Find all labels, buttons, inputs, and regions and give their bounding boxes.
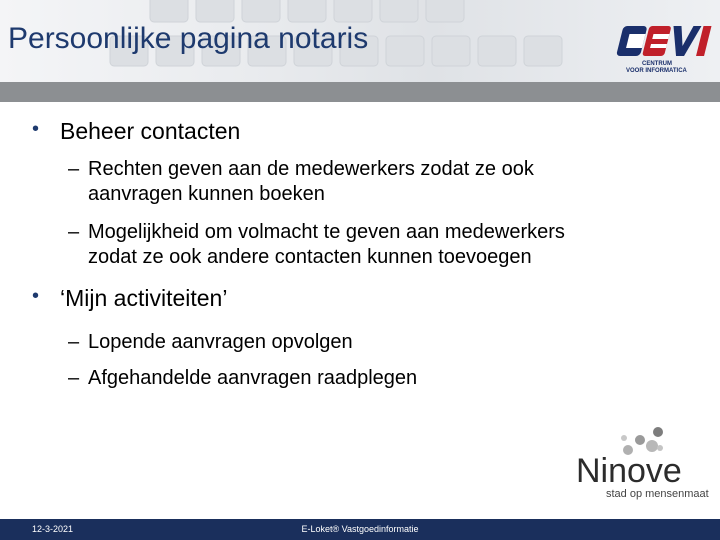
bullet-label: Beheer contacten	[60, 118, 241, 144]
dash-icon: –	[68, 331, 80, 353]
sub-bullet-line: zodat ze ook andere contacten kunnen toevoegen	[88, 246, 532, 268]
ninove-logo	[572, 424, 720, 504]
bullet-icon: •	[32, 118, 40, 140]
cevi-tagline-2: VOOR INFORMATICA	[626, 68, 687, 74]
slide-footer	[0, 519, 720, 540]
dash-icon: –	[68, 221, 80, 243]
cevi-logo	[608, 16, 716, 78]
footer-title: E-Loket® Vastgoedinformatie	[301, 524, 419, 534]
footer-date: 12-3-2021	[32, 524, 74, 534]
ninove-dots	[621, 427, 663, 455]
page-title: Persoonlijke pagina notaris	[8, 22, 369, 55]
sub-bullet-line: aanvragen kunnen boeken	[88, 183, 325, 205]
header-divider	[0, 82, 720, 102]
cevi-tagline-1: CENTRUM	[642, 61, 672, 67]
cevi-letter-v	[666, 26, 701, 56]
ninove-slogan: stad op mensenmaat	[606, 488, 709, 500]
sub-bullet-line: Lopende aanvragen opvolgen	[88, 331, 353, 353]
dash-icon: –	[68, 158, 80, 180]
sub-bullet-line: Mogelijkheid om volmacht te geven aan medewerkers	[88, 221, 565, 243]
cevi-letter-e	[642, 26, 671, 56]
ninove-wordmark: Ninove	[576, 452, 682, 490]
bullet-label: ‘Mijn activiteiten’	[60, 285, 228, 311]
sub-bullet-line: Afgehandelde aanvragen raadplegen	[88, 367, 418, 389]
sub-bullet-line: Rechten geven aan de medewerkers zodat ze ook	[88, 158, 534, 180]
slide-header	[0, 0, 720, 82]
dash-icon: –	[68, 367, 80, 389]
bullet-icon: •	[32, 285, 40, 307]
